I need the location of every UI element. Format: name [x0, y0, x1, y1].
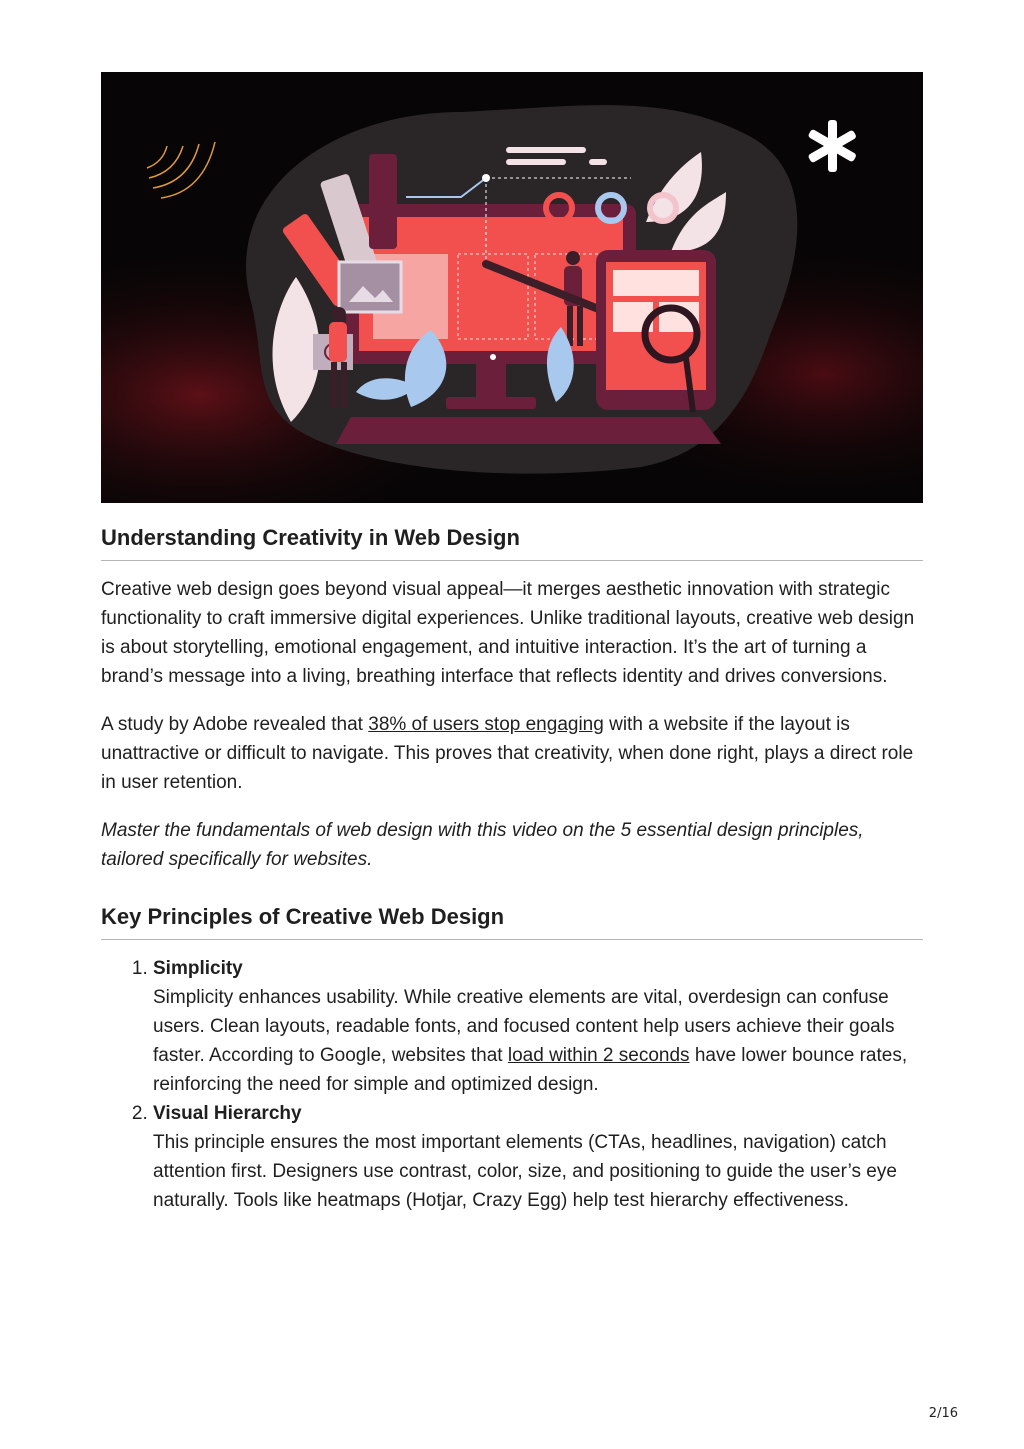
video-note: Master the fundamentals of web design with this video on the 5 essential design principles, tailored specifically for websites.: [101, 820, 864, 870]
list-item: [153, 954, 923, 1099]
page-number: 2/16: [928, 1406, 958, 1421]
section-heading: Understanding Creativity in Web Design: [101, 525, 923, 561]
section-heading: Key Principles of Creative Web Design: [101, 904, 923, 940]
study-text-before: A study by Adobe revealed that: [101, 714, 369, 735]
study-paragraph: [101, 710, 923, 797]
list-item-text-after: have lower bounce rates, reinforcing the need for simple and optimized design.: [153, 1045, 908, 1095]
list-item: [153, 1099, 923, 1215]
intro-paragraph: Creative web design goes beyond visual appeal—it merges aesthetic innovation with strategic functionality to craft immersive digital experiences. Unlike traditional layouts, creative web design is about storytelling, emotional engagement, and intuitive interaction. It’s the art of turning a brand’s message into a living, breathing interface that reflects identity and drives conversions.: [101, 579, 915, 687]
list-item-title: 2. Visual Hierarchy: [153, 1103, 302, 1124]
list-item-text: This principle ensures the most important elements (CTAs, headlines, navigation) catch attention first. Designers use contrast, color, size, and positioning to guide the user’s eye naturally. Tools like heatmaps (Hotjar, Crazy Egg) help test hierarchy effectiveness.: [153, 1132, 897, 1211]
list-item-text-before: Simplicity enhances usability. While creative elements are vital, overdesign can confuse users. Clean layouts, readable fonts, and focused content help users achieve their goals faster. According to Google, websites that: [153, 987, 895, 1066]
load-speed-link[interactable]: load within 2 seconds: [507, 1045, 690, 1066]
study-text-after: with a website if the layout is unattractive or difficult to navigate. This proves that creativity, when done right, plays a direct role in user retention.: [101, 714, 914, 793]
principles-list: [101, 954, 923, 1215]
article-content: [101, 525, 923, 1215]
stat-link[interactable]: 38% of users stop engaging: [368, 714, 604, 735]
web-design-illustration: [101, 72, 923, 503]
hero-illustration: [101, 72, 923, 503]
list-item-title: 1. Simplicity: [153, 958, 243, 979]
